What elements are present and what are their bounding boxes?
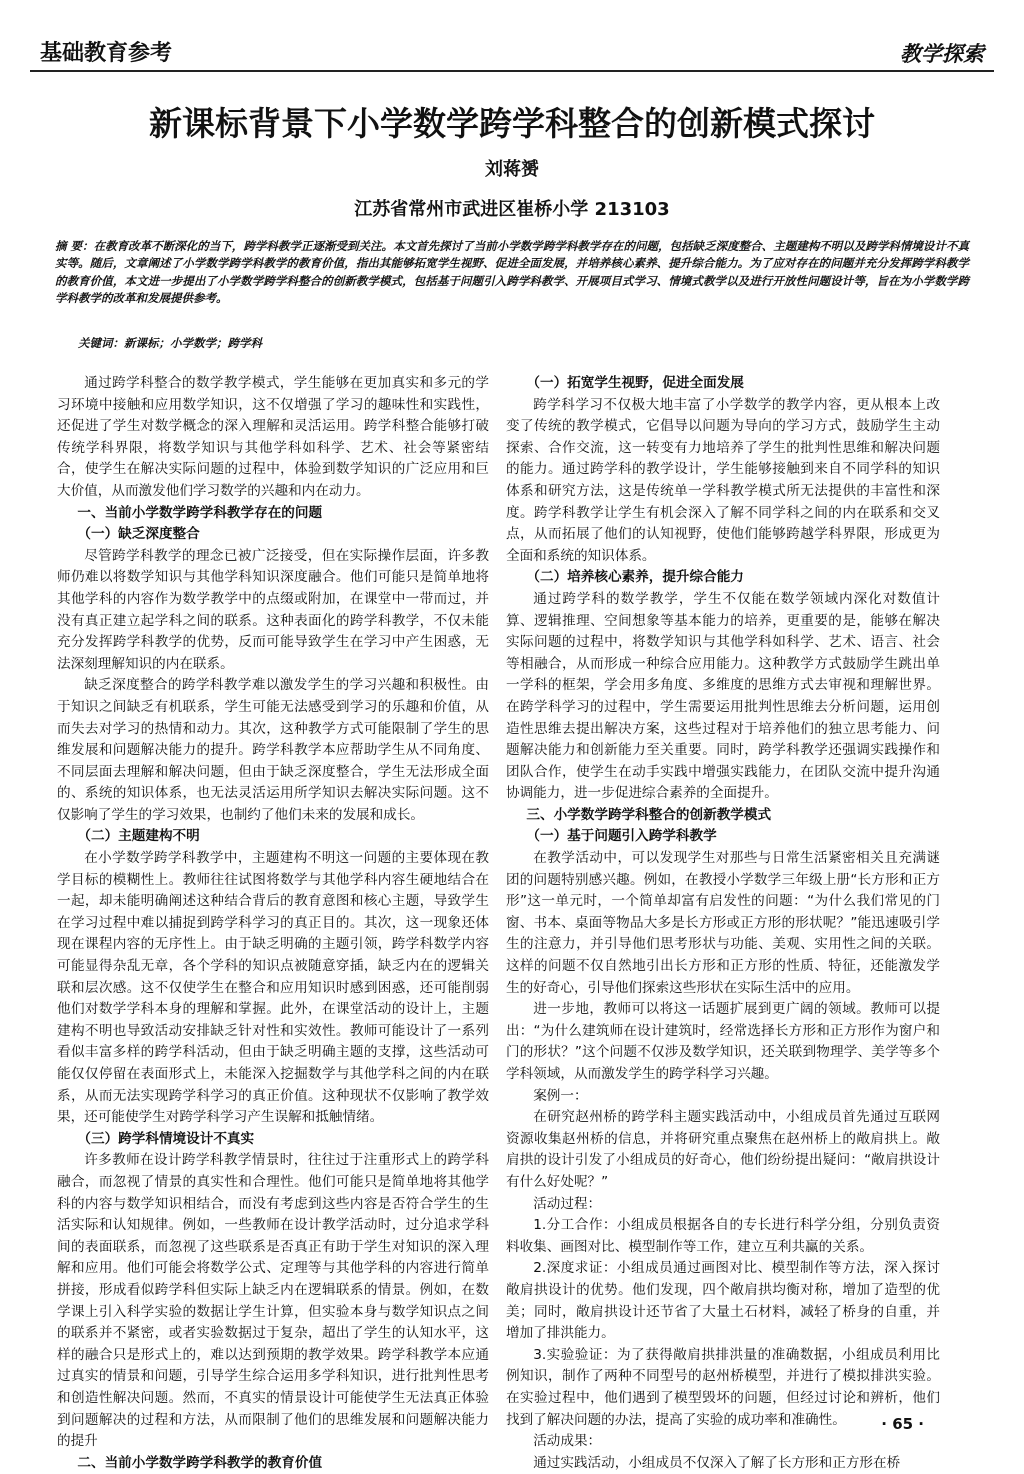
author-affiliation: 江苏省常州市武进区崔桥小学 213103	[354, 199, 670, 220]
paragraph: 许多教师在设计跨学科教学情景时，往往过于注重形式上的跨学科融合，而忽视了情景的真实性和合理性。他们可能只是简单地将其他学科的内容与数学知识相结合，而没有考虑到这些内容是否符合学生的生活实际和认知规律。例如，一些教师在设计教学活动时，过分追求学科间的表面联系，而忽视了这些联系是否真正有助于学生对知识的深入理解和应用。他们可能会将数学公式、定理等与其他学科的内容进行简单拼接，形成看似跨学科但实际上缺乏内在逻辑联系的情景。例如，在数学课上引入科学实验的数据让学生计算，但实验本身与数学知识点之间的联系并不紧密，或者实验数据过于复杂，超出了学生的认知水平，这样的融合只是形式上的，难以达到预期的教学效果。跨学科教学本应通过真实的情景和问题，引导学生综合运用多学科知识，进行批判性思考和创造性解决问题。然而，不真实的情景设计可能使学生无法真正体验到问题解决的过程和方法，从而限制了他们的思维发展和问题解决能力的提升	[57, 1152, 489, 1450]
abstract: 摘 要：在教育改革不断深化的当下，跨学科教学正逐渐受到关注。本文首先探讨了当前小学数学跨学科教学存在的问题，包括缺乏深度整合、主题建构不明以及跨学科情境设计不真实等。随后，文章阐述了小学数学跨学科教学的教育价值，指出其能够拓宽学生视野、促进全面发展，并培养核心素养、提升综合能力。为了应对存在的问题并充分发挥跨学科教学的教育价值，本文进一步提出了小学数学跨学科整合的创新教学模式，包括基于问题引入跨学科教学、开展项目式学习、情境式教学以及进行开放性问题设计等，旨在为小学数学跨学科教学的改革和发展提供参考。	[55, 239, 969, 305]
keywords: 关键词：新课标；小学数学；跨学科	[78, 336, 262, 350]
section-heading: 一、当前小学数学跨学科教学存在的问题	[77, 504, 323, 521]
paragraph: 跨学科学习不仅极大地丰富了小学数学的教学内容，更从根本上改变了传统的教学模式，它倡导以问题为导向的学习方式，鼓励学生主动探索、合作交流，这一转变有力地培养了学生的批判性思维和解决问题的能力。通过跨学科的教学设计，学生能够接触到来自不同学科的知识体系和研究方法，这是传统单一学科教学模式所无法提供的丰富性和深度。跨学科教学让学生有机会深入了解不同学科之间的内在联系和交叉点，从而拓展了他们的认知视野，使他们能够跨越学科界限，形成更为全面和系统的知识体系。	[506, 396, 940, 564]
paragraph: 通过实践活动，小组成员不仅深入了解了长方形和正方形在桥	[533, 1454, 901, 1471]
paragraph: 活动过程：	[533, 1195, 602, 1212]
section-name: 教学探索	[900, 41, 984, 66]
paragraph: 1.分工合作：小组成员根据各自的专长进行科学分组，分别负责资料收集、画图对比、模型制作等工作，建立互利共赢的关系。	[506, 1217, 940, 1255]
paragraph: 活动成果：	[533, 1433, 602, 1450]
author-name: 刘蒋赟	[485, 159, 539, 180]
paragraph: 进一步地，教师可以将这一话题扩展到更广阔的领域。教师可以提出：“为什么建筑师在设计建筑时，经常选择长方形和正方形作为窗户和门的形状？”这个问题不仅涉及数学知识，还关联到物理学、美学等多个学科领域，从而激发学生的跨学科学习兴趣。	[506, 1001, 940, 1082]
section-heading: 二、当前小学数学跨学科教学的教育价值	[77, 1454, 323, 1471]
article-title: 新课标背景下小学数学跨学科整合的创新模式探讨	[149, 104, 875, 143]
paragraph: 3.实验验证：为了获得敞肩拱排洪量的准确数据，小组成员利用比例知识，制作了两种不同型号的赵州桥模型，并进行了模拟排洪实验。在实验过程中，他们遇到了模型毁坏的问题，但经过讨论和辨析，他们找到了解决问题的办法，提高了实验的成功率和准确性。	[506, 1346, 940, 1428]
section-heading: 三、小学数学跨学科整合的创新教学模式	[526, 806, 772, 823]
journal-name: 基础教育参考	[40, 41, 173, 66]
subsection-heading: （一）拓宽学生视野，促进全面发展	[526, 375, 744, 391]
paragraph: 2.深度求证：小组成员通过画图对比、模型制作等方法，深入探讨敞肩拱设计的优势。他们发现，四个敞肩拱均衡对称，增加了造型的优美；同时，敞肩拱设计还节省了大量土石材料，减轻了桥身的自重，并增加了排洪能力。	[506, 1260, 940, 1342]
paragraph: 在教学活动中，可以发现学生对那些与日常生活紧密相关且充满谜团的问题特别感兴趣。例如，在教授小学数学三年级上册“长方形和正方形”这一单元时，一个简单却富有启发性的问题：“为什么我们常见的门窗、书本、桌面等物品大多是长方形或正方形的形状呢？”能迅速吸引学生的注意力，并引导他们思考形状与功能、美观、实用性之间的关联。这样的问题不仅自然地引出长方形和正方形的性质、特征，还能激发学生的好奇心，引导他们探索这些形状在实际生活中的应用。	[506, 850, 940, 996]
subsection-heading: （三）跨学科情境设计不真实	[77, 1130, 255, 1147]
paragraph: 在小学数学跨学科教学中，主题建构不明这一问题的主要体现在教学目标的模糊性上。教师往往试图将数学与其他学科内容生硬地结合在一起，却未能明确阐述这种结合背后的教育意图和核心主题，导致学生在学习过程中难以捕捉到跨学科学习的真正目的。其次，这一现象还体现在课程内容的无序性上。由于缺乏明确的主题引领，跨学科数学内容可能显得杂乱无章，各个学科的知识点被随意穿插，缺乏内在的逻辑关联和层次感。这不仅使学生在整合和应用知识时感到困惑，还可能削弱他们对数学学科本身的理解和掌握。此外，在课堂活动的设计上，主题建构不明也导致活动安排缺乏针对性和实效性。教师可能设计了一系列看似丰富多样的跨学科活动，但由于缺乏明确主题的支撑，这些活动可能仅仅停留在表面形式上，未能深入挖掘数学与其他学科之间的内在联系，从而无法实现跨学科学习的真正价值。这种现状不仅影响了教学效果，还可能使学生对跨学科学习产生误解和抵触情绪。	[57, 850, 489, 1126]
paragraph: 在研究赵州桥的跨学科主题实践活动中，小组成员首先通过互联网资源收集赵州桥的信息，并将研究重点聚焦在赵州桥上的敞肩拱上。敞肩拱的设计引发了小组成员的好奇心，他们纷纷提出疑问：“敞肩拱设计有什么好处呢？”	[506, 1109, 940, 1190]
left-column	[57, 373, 489, 1471]
subsection-heading: （一）基于问题引入跨学科教学	[526, 828, 717, 845]
page-number: · 65 ·	[881, 1415, 924, 1433]
subsection-heading: （一）缺乏深度整合	[77, 526, 200, 543]
paragraph: 案例一：	[533, 1087, 588, 1104]
subsection-heading: （二）培养核心素养，提升综合能力	[526, 569, 744, 586]
running-header	[30, 30, 994, 72]
paragraph: 通过跨学科整合的数学教学模式，学生能够在更加真实和多元的学习环境中接触和应用数学知识，这不仅增强了学习的趣味性和实践性，还促进了学生对数学概念的深入理解和灵活运用。跨学科整合能够打破传统学科界限，将数学知识与其他学科如科学、艺术、社会等紧密结合，使学生在解决实际问题的过程中，体验到数学知识的广泛应用和巨大价值，从而激发他们学习数学的兴趣和内在动力。	[57, 375, 489, 499]
paragraph: 缺乏深度整合的跨学科教学难以激发学生的学习兴趣和积极性。由于知识之间缺乏有机联系，学生可能无法感受到学习的乐趣和价值，从而失去对学习的热情和动力。其次，这种教学方式可能限制了学生的思维发展和问题解决能力的提升。跨学科教学本应帮助学生从不同角度、不同层面去理解和解决问题，但由于缺乏深度整合，学生无法形成全面的、系统的知识体系，也无法灵活运用所学知识去解决实际问题。这不仅影响了学生的学习效果，也制约了他们未来的发展和成长。	[57, 677, 489, 823]
paragraph: 通过跨学科的数学教学，学生不仅能在数学领域内深化对数值计算、逻辑推理、空间想象等基本能力的培养，更重要的是，能够在解决实际问题的过程中，将数学知识与其他学科如科学、艺术、语言、社会等相融合，从而形成一种综合应用能力。这种教学方式鼓励学生跳出单一学科的框架，学会用多角度、多维度的思维方式去审视和理解世界。在跨学科学习的过程中，学生需要运用批判性思维去分析问题，运用创造性思维去提出解决方案，这些过程对于培养他们的独立思考能力、问题解决能力和创新能力至关重要。同时，跨学科教学还强调实践操作和团队合作，使学生在动手实践中增强实践能力，在团队交流中提升沟通协调能力，进一步促进综合素养的全面提升。	[506, 590, 940, 802]
paragraph: 尽管跨学科教学的理念已被广泛接受，但在实际操作层面，许多教师仍难以将数学知识与其他学科知识深度融合。他们可能只是简单地将其他学科的内容作为数学教学中的点缀或附加，在课堂中一带而过，并没有真正建立起学科之间的联系。这种表面化的跨学科教学，不仅未能充分发挥跨学科教学的优势，反而可能导致学生在学习中产生困惑，无法深刻理解知识的内在联系。	[57, 547, 489, 672]
subsection-heading: （二）主题建构不明	[77, 828, 200, 845]
